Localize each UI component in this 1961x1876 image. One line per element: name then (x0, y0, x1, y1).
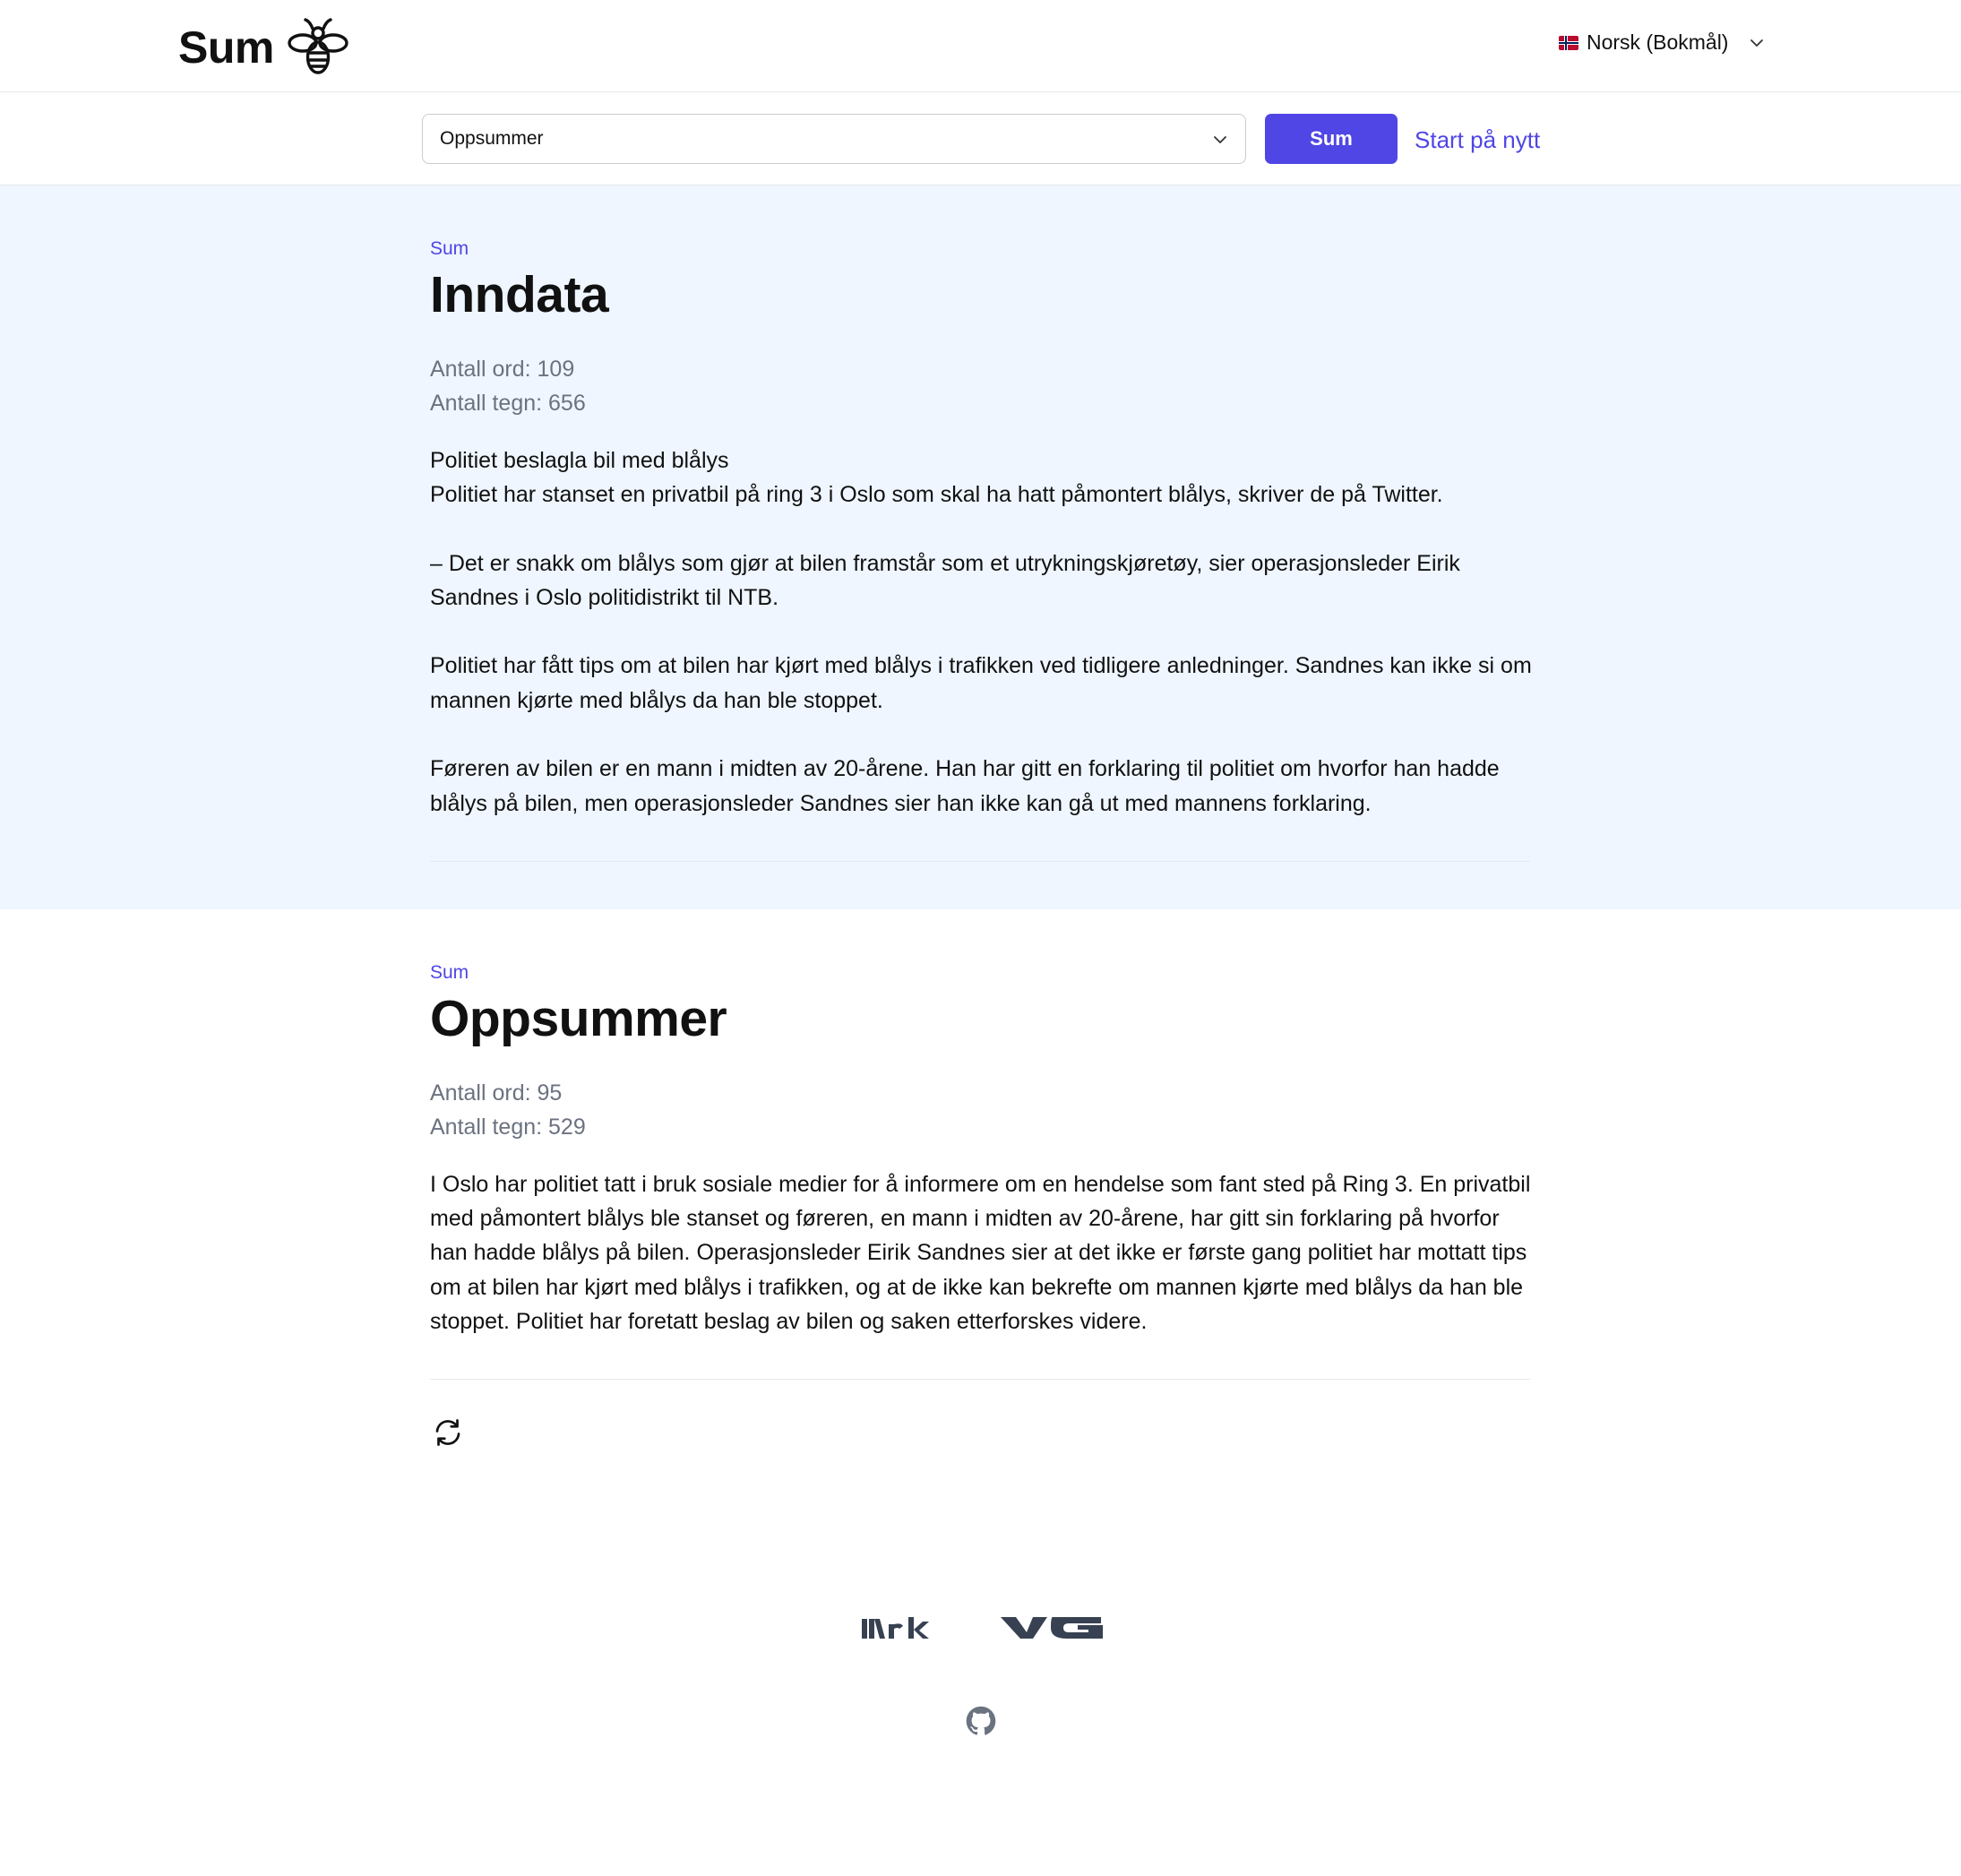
input-word-count: Antall ord: 109 (430, 356, 575, 382)
partner-logos (862, 1614, 1103, 1641)
refresh-icon[interactable] (432, 1416, 464, 1449)
summary-text: I Oslo har politiet tatt i bruk sosiale medier for å informere om en hendelse som fant sted på Ring 3. En privatbil med påmontert blålys ble stanset og føreren, en mann i midten av 20-årene, har gitt sin forklaring på hvorfor han hadde blålys på bilen. Operasjonsleder Eirik Sandnes sier at det ikke er første gang politiet har mottatt tips om at bilen har kjørt med blålys i trafikken, og at de ikke kan bekrefte om mannen kjørte med blålys da han ble stoppet. Politiet har foretatt beslag av bilen og saken etterforskes videre. (430, 1171, 1531, 1334)
input-section (0, 185, 1961, 909)
site-header (0, 0, 1961, 92)
input-stats (430, 352, 1532, 420)
summary-word-count: Antall ord: 95 (430, 1080, 563, 1106)
language-label: Norsk (Bokmål) (1587, 30, 1729, 54)
summary-stats (430, 1076, 1532, 1144)
toolbar (0, 92, 1961, 185)
chevron-down-icon (1748, 34, 1766, 52)
mode-select-value: Oppsummer (440, 128, 544, 149)
vg-logo[interactable] (1001, 1616, 1103, 1639)
sum-button[interactable]: Sum (1265, 114, 1398, 164)
input-eyebrow: Sum (430, 238, 469, 259)
logo-text: Sum (178, 22, 274, 73)
summary-eyebrow: Sum (430, 962, 469, 983)
summary-char-count: Antall tegn: 529 (430, 1114, 586, 1140)
language-selector[interactable] (1559, 30, 1766, 55)
input-divider (430, 861, 1530, 862)
norway-flag-icon (1559, 36, 1578, 50)
input-title: Inndata (430, 266, 609, 323)
summary-section (0, 909, 1961, 1501)
summary-content (430, 963, 1532, 1338)
nrk-logo[interactable] (862, 1614, 929, 1641)
input-char-count: Antall tegn: 656 (430, 390, 586, 416)
summary-divider (430, 1379, 1530, 1380)
mode-select[interactable] (422, 114, 1246, 164)
input-text: Politiet beslagla bil med blålys Politiet har stanset en privatbil på ring 3 i Oslo som skal ha hatt påmontert blålys, skriver de på Twitter. – Det er snakk om blålys som gjør at bilen framstår som et utrykningskjøretøy, sier operasjonsleder Eirik Sandnes i Oslo politidistrikt til NTB. Politiet har fått tips om at bilen har kjørt med blålys i trafikken ved tidligere anledninger. Sandnes kan ikke si om mannen kjørte med blålys da han ble stoppet. Føreren av bilen er en mann i midten av 20-årene. Han har gitt en forklaring til politiet om hvorfor han hadde blålys på bilen, men operasjonsleder Sandnes sier han ikke kan gå ut med mannens forklaring. (430, 447, 1532, 816)
summary-title: Oppsummer (430, 990, 727, 1047)
chevron-down-icon (1211, 131, 1229, 149)
restart-link[interactable]: Start på nytt (1415, 126, 1541, 153)
input-content (430, 239, 1532, 821)
home-logo[interactable] (178, 16, 349, 79)
bee-icon (287, 16, 349, 79)
github-icon[interactable] (966, 1706, 996, 1736)
